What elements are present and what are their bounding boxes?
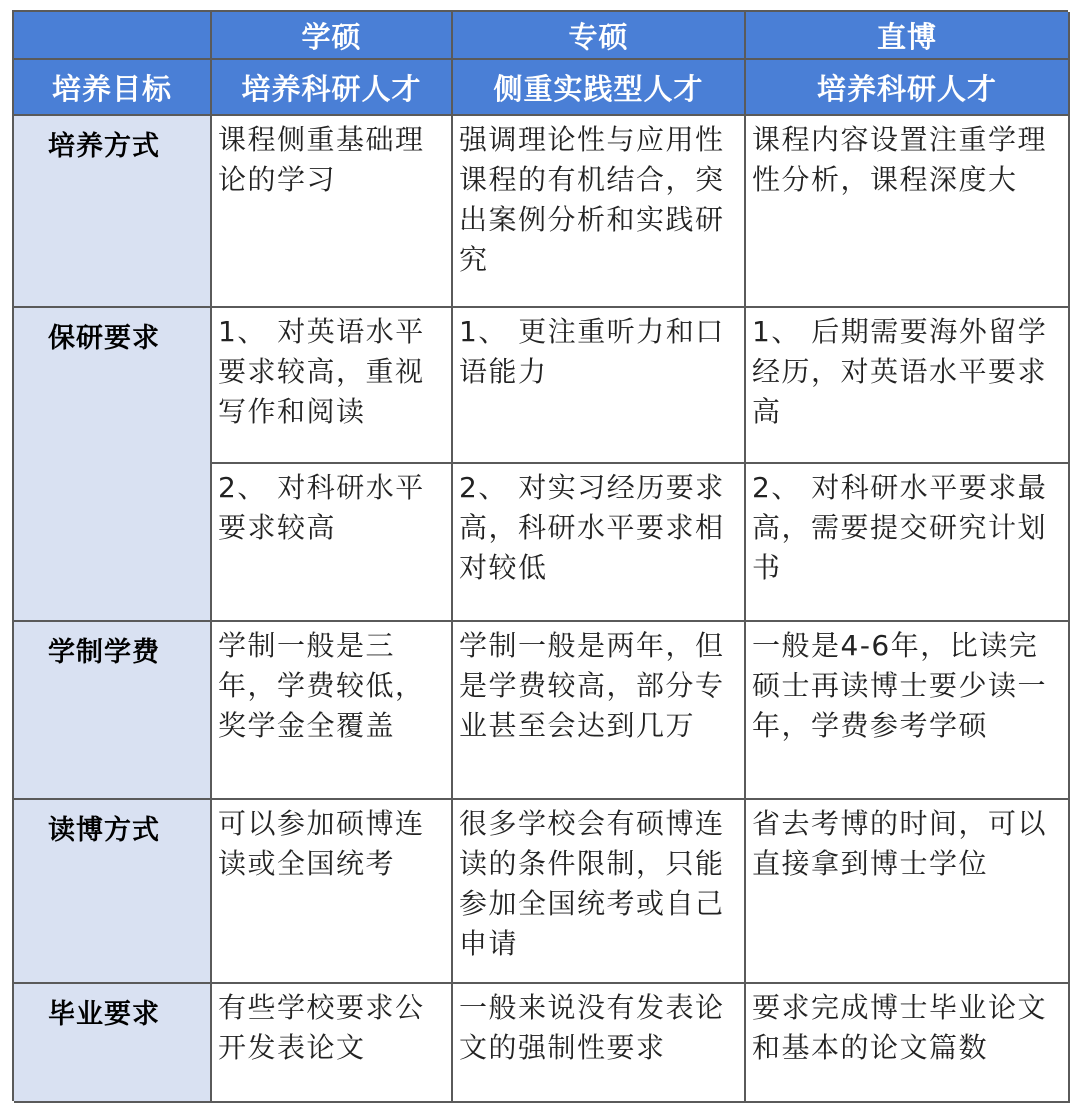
comparison-table <box>12 10 1068 1101</box>
row-label-training-method: 培养方式 <box>14 116 212 308</box>
row-label-phd-path: 读博方式 <box>14 800 212 984</box>
goal-label: 培养目标 <box>14 60 212 116</box>
goal-professional: 侧重实践型人才 <box>453 60 746 116</box>
table-cell: 1、 后期需要海外留学经历，对英语水平要求高 <box>746 308 1070 464</box>
row-label-graduation-requirements: 毕业要求 <box>14 984 212 1103</box>
header-corner <box>14 12 212 60</box>
column-header-academic: 学硕 <box>212 12 453 60</box>
table-cell: 学制一般是两年，但是学费较高，部分专业甚至会达到几万 <box>453 622 746 800</box>
table-cell: 2、 对科研水平要求较高 <box>212 464 453 622</box>
row-label-duration-tuition: 学制学费 <box>14 622 212 800</box>
table-cell: 1、 更注重听力和口语能力 <box>453 308 746 464</box>
table-cell: 强调理论性与应用性课程的有机结合，突出案例分析和实践研究 <box>453 116 746 308</box>
table-cell: 可以参加硕博连读或全国统考 <box>212 800 453 984</box>
table-cell: 有些学校要求公开发表论文 <box>212 984 453 1103</box>
table-cell: 学制一般是三年，学费较低，奖学金全覆盖 <box>212 622 453 800</box>
row-label-recommendation-requirements: 保研要求 <box>14 308 212 622</box>
table-cell: 1、 对英语水平要求较高，重视写作和阅读 <box>212 308 453 464</box>
table-cell: 要求完成博士毕业论文和基本的论文篇数 <box>746 984 1070 1103</box>
table-cell: 一般是4-6年，比读完硕士再读博士要少读一年，学费参考学硕 <box>746 622 1070 800</box>
goal-direct-phd: 培养科研人才 <box>746 60 1070 116</box>
goal-academic: 培养科研人才 <box>212 60 453 116</box>
column-header-professional: 专硕 <box>453 12 746 60</box>
table-cell: 课程内容设置注重学理性分析，课程深度大 <box>746 116 1070 308</box>
table-cell: 一般来说没有发表论文的强制性要求 <box>453 984 746 1103</box>
table-cell: 很多学校会有硕博连读的条件限制，只能参加全国统考或自己申请 <box>453 800 746 984</box>
table-cell: 2、 对实习经历要求高，科研水平要求相对较低 <box>453 464 746 622</box>
column-header-direct-phd: 直博 <box>746 12 1070 60</box>
table-cell: 省去考博的时间，可以直接拿到博士学位 <box>746 800 1070 984</box>
table-cell: 课程侧重基础理论的学习 <box>212 116 453 308</box>
table-cell: 2、 对科研水平要求最高，需要提交研究计划书 <box>746 464 1070 622</box>
